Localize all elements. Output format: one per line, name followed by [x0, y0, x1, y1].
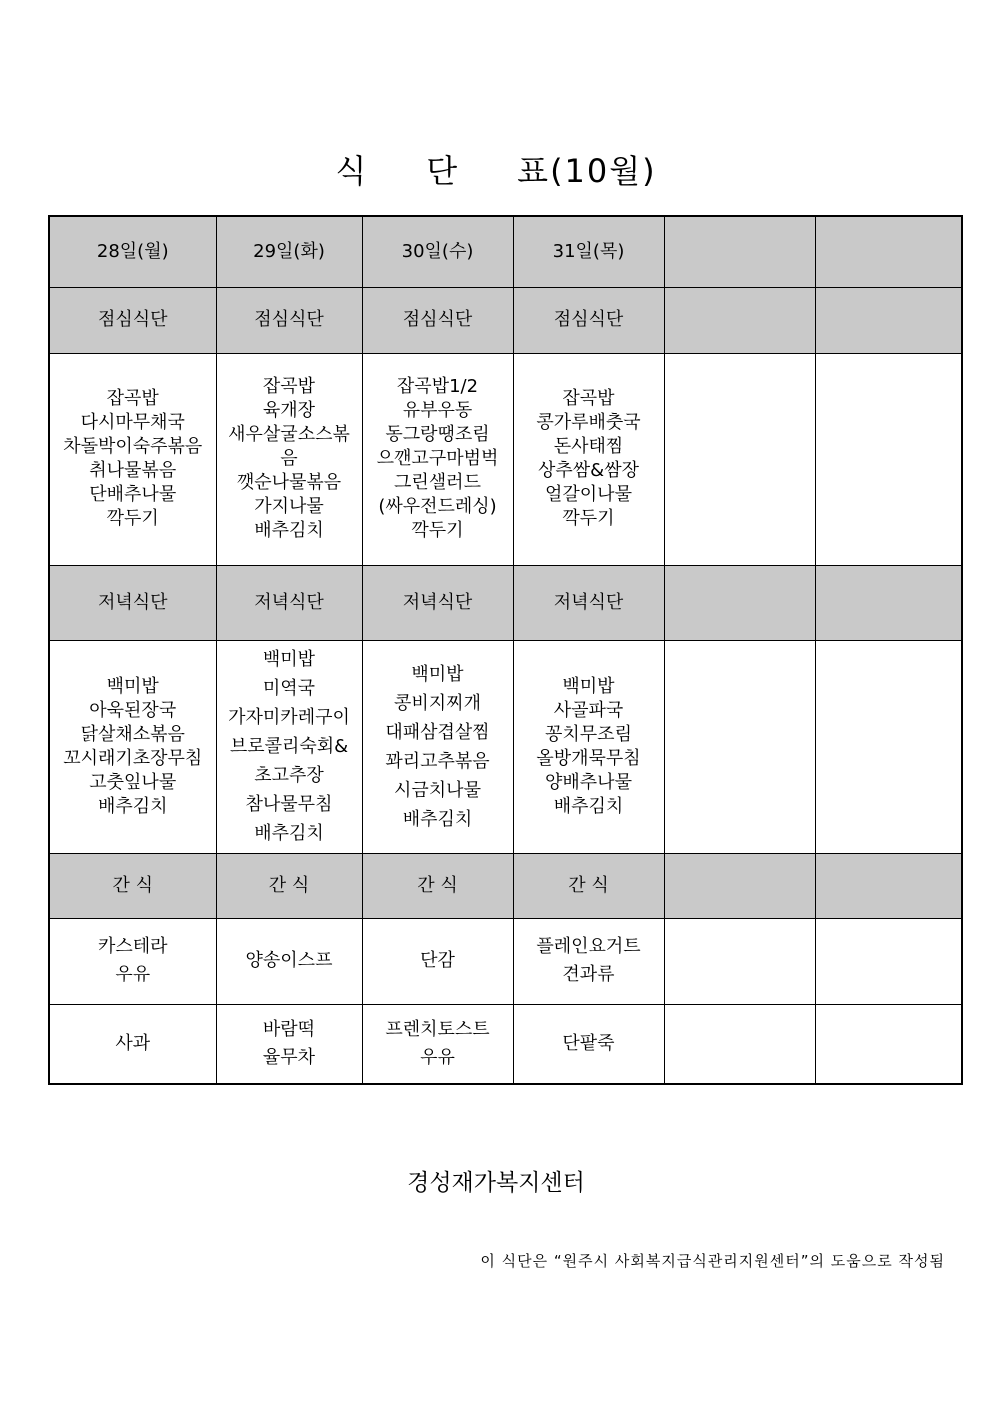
menu-item: 상추쌈&쌈장 — [538, 460, 639, 481]
dinner-header: 저녁식단 — [216, 565, 362, 640]
dinner-cell — [513, 640, 664, 853]
lunch-header: 점심식단 — [362, 287, 513, 353]
lunch-cell — [815, 353, 962, 565]
menu-item: 플레인요거트 — [536, 936, 641, 957]
dinner-header-row — [49, 565, 962, 640]
day-header: 28일(월) — [49, 216, 216, 287]
snack-cell — [362, 1004, 513, 1084]
menu-item: 꼬시래기초장무침 — [63, 747, 203, 769]
menu-item: 잡곡밥1/2 — [396, 376, 479, 397]
lunch-cell — [513, 353, 664, 565]
menu-item: 미역국 — [262, 678, 316, 699]
menu-item: 프렌치토스트 — [385, 1018, 490, 1040]
menu-item: 배추김치 — [402, 808, 473, 830]
snack-cell — [815, 918, 962, 1004]
snack-cell — [513, 1004, 664, 1084]
dinner-cell — [664, 640, 815, 853]
day-header — [664, 216, 815, 287]
menu-item: 우유 — [420, 1046, 455, 1068]
snack-header-row — [49, 853, 962, 918]
menu-item: 백미밥 — [262, 649, 316, 670]
lunch-header — [664, 287, 815, 353]
menu-item: 사골파국 — [553, 699, 624, 721]
menu-item: 올방개묵무침 — [536, 747, 641, 769]
page-title — [0, 146, 992, 192]
menu-item: 가자미카레구이 — [228, 707, 350, 728]
snack-header — [815, 853, 962, 918]
organization-name: 경성재가복지센터 — [407, 1170, 585, 1196]
menu-item: 배추김치 — [553, 795, 624, 817]
menu-item: 사과 — [115, 1032, 151, 1054]
snack-header: 간 식 — [49, 853, 216, 918]
menu-item: 차돌박이숙주볶음 — [63, 436, 203, 457]
lunch-cell — [362, 353, 513, 565]
menu-item: 육개장 — [262, 400, 316, 421]
snack-cell — [49, 918, 216, 1004]
dinner-cell — [216, 640, 362, 853]
snack-cell — [362, 918, 513, 1004]
menu-item: 배추김치 — [254, 823, 324, 844]
day-header — [815, 216, 962, 287]
menu-item: 백미밥 — [411, 663, 464, 685]
snack-header: 간 식 — [513, 853, 664, 918]
footnote: 이 식단은 “원주시 사회복지급식관리지원센터”의 도움으로 작성됨 — [480, 1252, 945, 1270]
menu-item: 단팥죽 — [562, 1032, 615, 1054]
menu-item: 양송이스프 — [245, 950, 333, 971]
menu-item: 깍두기 — [106, 508, 159, 529]
dinner-row — [49, 640, 962, 853]
lunch-header: 점심식단 — [513, 287, 664, 353]
menu-item: 카스테라 — [97, 936, 168, 957]
menu-item: 율무차 — [262, 1046, 316, 1068]
lunch-header: 점심식단 — [216, 287, 362, 353]
lunch-header-row — [49, 287, 962, 353]
menu-item: 깻순나물볶음 — [236, 472, 342, 493]
snack-cell — [815, 1004, 962, 1084]
dinner-header: 저녁식단 — [49, 565, 216, 640]
menu-item: 가지나물 — [254, 496, 324, 517]
menu-item: 잡곡밥 — [262, 376, 316, 397]
menu-item: 새우살굴소스볶음 — [228, 424, 350, 469]
menu-table — [48, 215, 963, 1085]
title-part-2: 단 — [426, 152, 460, 190]
menu-item: 아욱된장국 — [89, 699, 177, 721]
menu-item: 꽁치무조림 — [545, 723, 632, 745]
menu-item: 초고추장 — [254, 765, 324, 786]
menu-item: 닭살채소볶음 — [80, 723, 185, 745]
menu-item: 잡곡밥 — [562, 388, 615, 409]
dinner-header — [815, 565, 962, 640]
menu-item: 유부우동 — [402, 400, 473, 421]
dinner-header: 저녁식단 — [362, 565, 513, 640]
menu-item: 꽈리고추볶음 — [385, 750, 490, 772]
menu-item: 다시마무채국 — [80, 412, 185, 433]
dinner-cell — [815, 640, 962, 853]
lunch-row — [49, 353, 962, 565]
menu-item: 백미밥 — [562, 675, 615, 697]
snack-row-2 — [49, 1004, 962, 1084]
menu-item: 그린샐러드 — [394, 472, 481, 493]
menu-item: 취나물볶음 — [89, 460, 177, 481]
menu-item: 브로콜리숙회& — [229, 736, 349, 757]
menu-item: 잡곡밥 — [106, 388, 159, 409]
menu-item: 돈사태찜 — [553, 436, 624, 457]
menu-item: 깍두기 — [562, 508, 615, 529]
menu-item: 배추김치 — [97, 795, 168, 817]
dinner-cell — [49, 640, 216, 853]
snack-header — [664, 853, 815, 918]
snack-cell — [216, 918, 362, 1004]
snack-cell — [513, 918, 664, 1004]
menu-item: 동그랑땡조림 — [385, 424, 490, 445]
menu-item: 우유 — [115, 964, 151, 985]
menu-item: 단배추나물 — [89, 484, 177, 505]
dinner-header: 저녁식단 — [513, 565, 664, 640]
menu-item: 시금치나물 — [394, 779, 481, 801]
menu-item: 고춧잎나물 — [89, 771, 177, 793]
menu-item: 얼갈이나물 — [545, 484, 632, 505]
day-header: 31일(목) — [513, 216, 664, 287]
lunch-header: 점심식단 — [49, 287, 216, 353]
menu-item: 으깬고구마범벅 — [376, 448, 499, 469]
menu-item: 단감 — [420, 950, 455, 971]
lunch-cell — [49, 353, 216, 565]
menu-item: 콩비지찌개 — [394, 692, 481, 714]
menu-item: 대패삼겹살찜 — [385, 721, 490, 743]
snack-cell — [49, 1004, 216, 1084]
day-header: 30일(수) — [362, 216, 513, 287]
title-part-1: 식 — [335, 152, 369, 190]
snack-cell — [216, 1004, 362, 1084]
menu-item: 바람떡 — [262, 1018, 316, 1040]
menu-item: (싸우전드레싱) — [378, 496, 497, 517]
menu-item: 백미밥 — [106, 675, 159, 697]
snack-cell — [664, 918, 815, 1004]
menu-item: 깍두기 — [411, 520, 464, 541]
title-part-3: 표(10월) — [517, 152, 657, 190]
snack-cell — [664, 1004, 815, 1084]
snack-row-1 — [49, 918, 962, 1004]
menu-item: 콩가루배춧국 — [536, 412, 641, 433]
lunch-cell — [216, 353, 362, 565]
day-header: 29일(화) — [216, 216, 362, 287]
snack-header: 간 식 — [216, 853, 362, 918]
dinner-cell — [362, 640, 513, 853]
lunch-header — [815, 287, 962, 353]
dinner-header — [664, 565, 815, 640]
date-row — [49, 216, 962, 287]
menu-item: 배추김치 — [254, 520, 324, 541]
menu-item: 참나물무침 — [245, 794, 333, 815]
menu-item: 견과류 — [562, 964, 615, 985]
snack-header: 간 식 — [362, 853, 513, 918]
menu-item: 양배추나물 — [545, 771, 632, 793]
lunch-cell — [664, 353, 815, 565]
